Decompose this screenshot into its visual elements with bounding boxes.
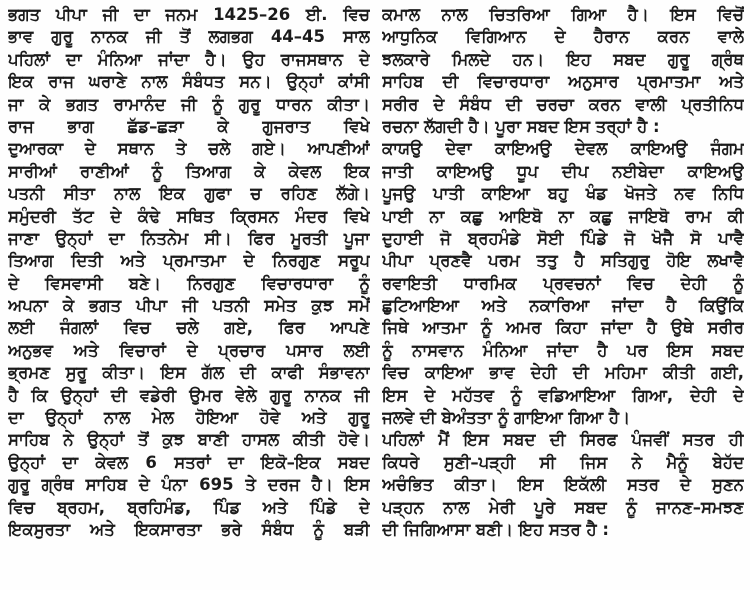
text-line: ਦੀ ਜਿਗਿਆਸਾ ਬਣੀ। ਇਹ ਸਤਰ ਹੈ :: [382, 519, 610, 539]
text-line: ਇਕਸੁਰਤਾ ਅਤੇ ਇਕਸਾਰਤਾ ਭਰੇ ਸੰਬੰਧ ਨੂੰ ਬੜੀ: [8, 519, 370, 539]
text-line: ਭਗਤ ਪੀਪਾ ਜੀ ਦਾ ਜਨਮ 1425–26 ਈ. ਵਿਚ: [8, 5, 370, 24]
text-line: ਦਾ ਉਨ੍ਹਾਂ ਨਾਲ ਮੇਲ ਹੋਇਆ ਹੋਵੇ ਅਤੇ ਗੁਰੂ: [8, 408, 370, 428]
text-line: ਜਾਣਾ ਉਨ੍ਹਾਂ ਦਾ ਨਿਤਨੇਮ ਸੀ। ਫਿਰ ਮੂਰਤੀ ਪੂਜਾ: [8, 228, 370, 248]
text-line: ਪੀਪਾ ਪ੍ਰਣਵੈ ਪਰਮ ਤਤੁ ਹੈ ਸਤਿਗੁਰੁ ਹੋਇ ਲਖਾਵੈ: [382, 251, 744, 271]
text-line: ਅਨੁਭਵ ਅਤੇ ਵਿਚਾਰਾਂ ਦੇ ਪ੍ਰਚਾਰ ਪਸਾਰ ਲਈ: [8, 340, 370, 360]
text-line: ਪਹਿਲਾਂ ਮੈਂ ਇਸ ਸਬਦ ਦੀ ਸਿਰਫ ਪੰਜਵੀਂ ਸਤਰ ਹੀ: [382, 430, 744, 450]
text-line: ਇਸ ਦੇ ਮਹੱਤਵ ਨੂੰ ਵਡਿਆਇਆ ਗਿਆ, ਦੇਹੀ ਦੇ: [382, 385, 744, 405]
text-line: ਜਿਥੇ ਆਤਮਾ ਨੂੰ ਅਮਰ ਕਿਹਾ ਜਾਂਦਾ ਹੈ ਉਥੇ ਸਰੀਰ: [382, 318, 744, 338]
text-line: ਗੁਰੂ ਗ੍ਰੰਥ ਸਾਹਿਬ ਦੇ ਪੰਨਾ 695 ਤੇ ਦਰਜ ਹੈ। ਇਸ: [8, 475, 370, 495]
text-line: ਜਾ ਕੇ ਭਗਤ ਰਾਮਾਨੰਦ ਜੀ ਨੂੰ ਗੁਰੂ ਧਾਰਨ ਕੀਤਾ।: [8, 94, 370, 114]
text-line: ਆਧੁਨਿਕ ਵਿਗਿਆਨ ਦੇ ਹੈਰਾਨ ਕਰਨ ਵਾਲੇ: [382, 27, 744, 47]
article-column-left: [8, 4, 370, 541]
text-line: ਰਾਜ ਭਾਗ ਛੱਡ–ਛੜਾ ਕੇ ਗੁਜਰਾਤ ਵਿਖੇ: [8, 116, 370, 136]
text-line: ਭ੍ਰਮਣ ਸੁਰੂ ਕੀਤਾ। ਇਸ ਗੱਲ ਦੀ ਕਾਫੀ ਸੰਭਾਵਨਾ: [8, 363, 370, 383]
text-line: ਪਾਈ ਨਾ ਕਛੁ ਆਇਬੋ ਨਾ ਕਛੁ ਜਾਇਬੋ ਰਾਮ ਕੀ: [382, 206, 744, 226]
text-line: ਸਾਰੀਆਂ ਰਾਣੀਆਂ ਨੂੰ ਤਿਆਗ ਕੇ ਕੇਵਲ ਇਕ: [8, 161, 370, 181]
text-line: ਵਿਚ ਕਾਇਆ ਭਾਵ ਦੇਹੀ ਦੀ ਮਹਿਮਾ ਕੀਤੀ ਗਈ,: [382, 363, 744, 383]
text-line: ਵਿਚ ਬ੍ਰਹਮ, ਬ੍ਰਹਿਮੰਡ, ਪਿੰਡ ਅਤੇ ਪਿੰਡੇ ਦੇ: [8, 497, 370, 517]
text-line: ਇਕ ਰਾਜ ਘਰਾਣੇ ਨਾਲ ਸੰਬੰਧਤ ਸਨ। ਉਨ੍ਹਾਂ ਕਾਂਸੀ: [8, 72, 370, 92]
text-line: ਦੇ ਵਿਸਵਾਸੀ ਬਣੇ। ਨਿਰਗੁਣ ਵਿਚਾਰਧਾਰਾ ਨੂੰ: [8, 273, 370, 293]
text-line: ਸਰੀਰ ਦੇ ਸੰਬੰਧ ਦੀ ਚਰਚਾ ਕਰਨ ਵਾਲੀ ਪ੍ਰਤੀਨਿਧ: [382, 94, 744, 114]
text-line: ਦੁਆਰਕਾ ਦੇ ਸਥਾਨ ਤੇ ਚਲੇ ਗਏ। ਆਪਣੀਆਂ: [8, 139, 370, 159]
text-line: ਸਮੁੰਦਰੀ ਤੱਟ ਦੇ ਕੰਢੇ ਸਥਿਤ ਕ੍ਰਿਸਨ ਮੰਦਰ ਵਿਖੇ: [8, 206, 370, 226]
text-line: ਭਾਵ ਗੁਰੂ ਨਾਨਕ ਜੀ ਤੋਂ ਲਗਭਗ 44–45 ਸਾਲ: [8, 27, 370, 47]
text-line: ਦੁਹਾਈ ਜੋ ਬ੍ਰਹਮੰਡੇ ਸੋਈ ਪਿੰਡੇ ਜੋ ਖੋਜੈ ਸੋ ਪਾਵੈ: [382, 228, 744, 248]
text-line: ਸਾਹਿਬ ਨੇ ਉਨ੍ਹਾਂ ਤੋਂ ਕੁਝ ਬਾਣੀ ਹਾਸਲ ਕੀਤੀ ਹੋਵੇ।: [8, 430, 370, 450]
text-line: ਤਿਆਗ ਦਿਤੀ ਅਤੇ ਪ੍ਰਮਾਤਮਾ ਦੇ ਨਿਰਗੁਣ ਸਰੂਪ: [8, 251, 370, 271]
text-line: ਹੈ ਕਿ ਉਨ੍ਹਾਂ ਦੀ ਵਡੇਰੀ ਉਮਰ ਵੇਲੇ ਗੁਰੂ ਨਾਨਕ ਜੀ: [8, 385, 370, 405]
text-line: ਪੂਜਉ ਪਾਤੀ ਕਾਇਆ ਬਹੁ ਖੰਡ ਖੋਜਤੇ ਨਵ ਨਿਧਿ: [382, 184, 744, 204]
text-line: ਰਚਨਾ ਲੱਗਦੀ ਹੈ। ਪੂਰਾ ਸਬਦ ਇਸ ਤਰ੍ਹਾਂ ਹੈ :: [382, 116, 660, 136]
text-line: ਸਾਹਿਬ ਦੀ ਵਿਚਾਰਧਾਰਾ ਅਨੁਸਾਰ ਪ੍ਰਮਾਤਮਾ ਅਤੇ: [382, 72, 744, 92]
text-line: ਪਤਨੀ ਸੀਤਾ ਨਾਲ ਇਕ ਗੁਫਾ ਚ ਰਹਿਣ ਲੱਗੇ।: [8, 184, 370, 204]
text-line: ਕਿਧਰੇ ਸੁਣੀ–ਪੜ੍ਹੀ ਸੀ ਜਿਸ ਨੇ ਮੈਨੂੰ ਬੇਹੱਦ: [382, 452, 744, 472]
text-line: ਰਵਾਇਤੀ ਧਾਰਮਿਕ ਪ੍ਰਵਚਨਾਂ ਵਿਚ ਦੇਹੀ ਨੂੰ: [382, 273, 744, 293]
text-line: ਅਚੰਭਿਤ ਕੀਤਾ। ਇਸ ਇਕੱਲੀ ਸਤਰ ਦੇ ਸੁਣਨ: [382, 475, 744, 495]
text-line: ਪਹਿਲਾਂ ਦਾ ਮੰਨਿਆ ਜਾਂਦਾ ਹੈ। ਉਹ ਰਾਜਸਥਾਨ ਦੇ: [8, 49, 370, 69]
text-line: ਨੂੰ ਨਾਸਵਾਨ ਮੰਨਿਆ ਜਾਂਦਾ ਹੈ ਪਰ ਇਸ ਸਬਦ: [382, 340, 744, 360]
text-line: ਛੁਟਿਆਇਆ ਅਤੇ ਨਕਾਰਿਆ ਜਾਂਦਾ ਹੈ ਕਿਉਂਕਿ: [382, 296, 744, 316]
text-line: ਉਨ੍ਹਾਂ ਦਾ ਕੇਵਲ 6 ਸਤਰਾਂ ਦਾ ਇਕੋ–ਇਕ ਸਬਦ: [8, 452, 370, 472]
text-line: ਪੜ੍ਹਨ ਨਾਲ ਮੇਰੀ ਪੂਰੇ ਸਬਦ ਨੂੰ ਜਾਨਣ–ਸਮਝਣ: [382, 497, 744, 517]
text-line: ਕਮਾਲ ਨਾਲ ਚਿਤਰਿਆ ਗਿਆ ਹੈ। ਇਸ ਵਿਚੋਂ: [382, 5, 744, 24]
text-line: ਕਾਯਉ ਦੇਵਾ ਕਾਇਅਉ ਦੇਵਲ ਕਾਇਅਉ ਜੰਗਮ: [382, 139, 744, 159]
text-line: ਝਲਕਾਰੇ ਮਿਲਦੇ ਹਨ। ਇਹ ਸਬਦ ਗੁਰੂ ਗ੍ਰੰਥ: [382, 49, 744, 69]
text-line: ਲਈ ਜੰਗਲਾਂ ਵਿਚ ਚਲੇ ਗਏ, ਫਿਰ ਆਪਣੇ: [8, 318, 370, 338]
text-line: ਜਲਵੇ ਦੀ ਬੇਅੰਤਤਾ ਨੂੰ ਗਾਇਆ ਗਿਆ ਹੈ।: [382, 408, 631, 428]
text-line: ਅਪਨਾ ਕੇ ਭਗਤ ਪੀਪਾ ਜੀ ਪਤਨੀ ਸਮੇਤ ਕੁਝ ਸਮੇਂ: [8, 296, 370, 316]
article-column-right: [382, 4, 744, 541]
text-line: ਜਾਤੀ ਕਾਇਅਉ ਧੂਪ ਦੀਪ ਨਈਬੇਦਾ ਕਾਇਅਉ: [382, 161, 744, 181]
